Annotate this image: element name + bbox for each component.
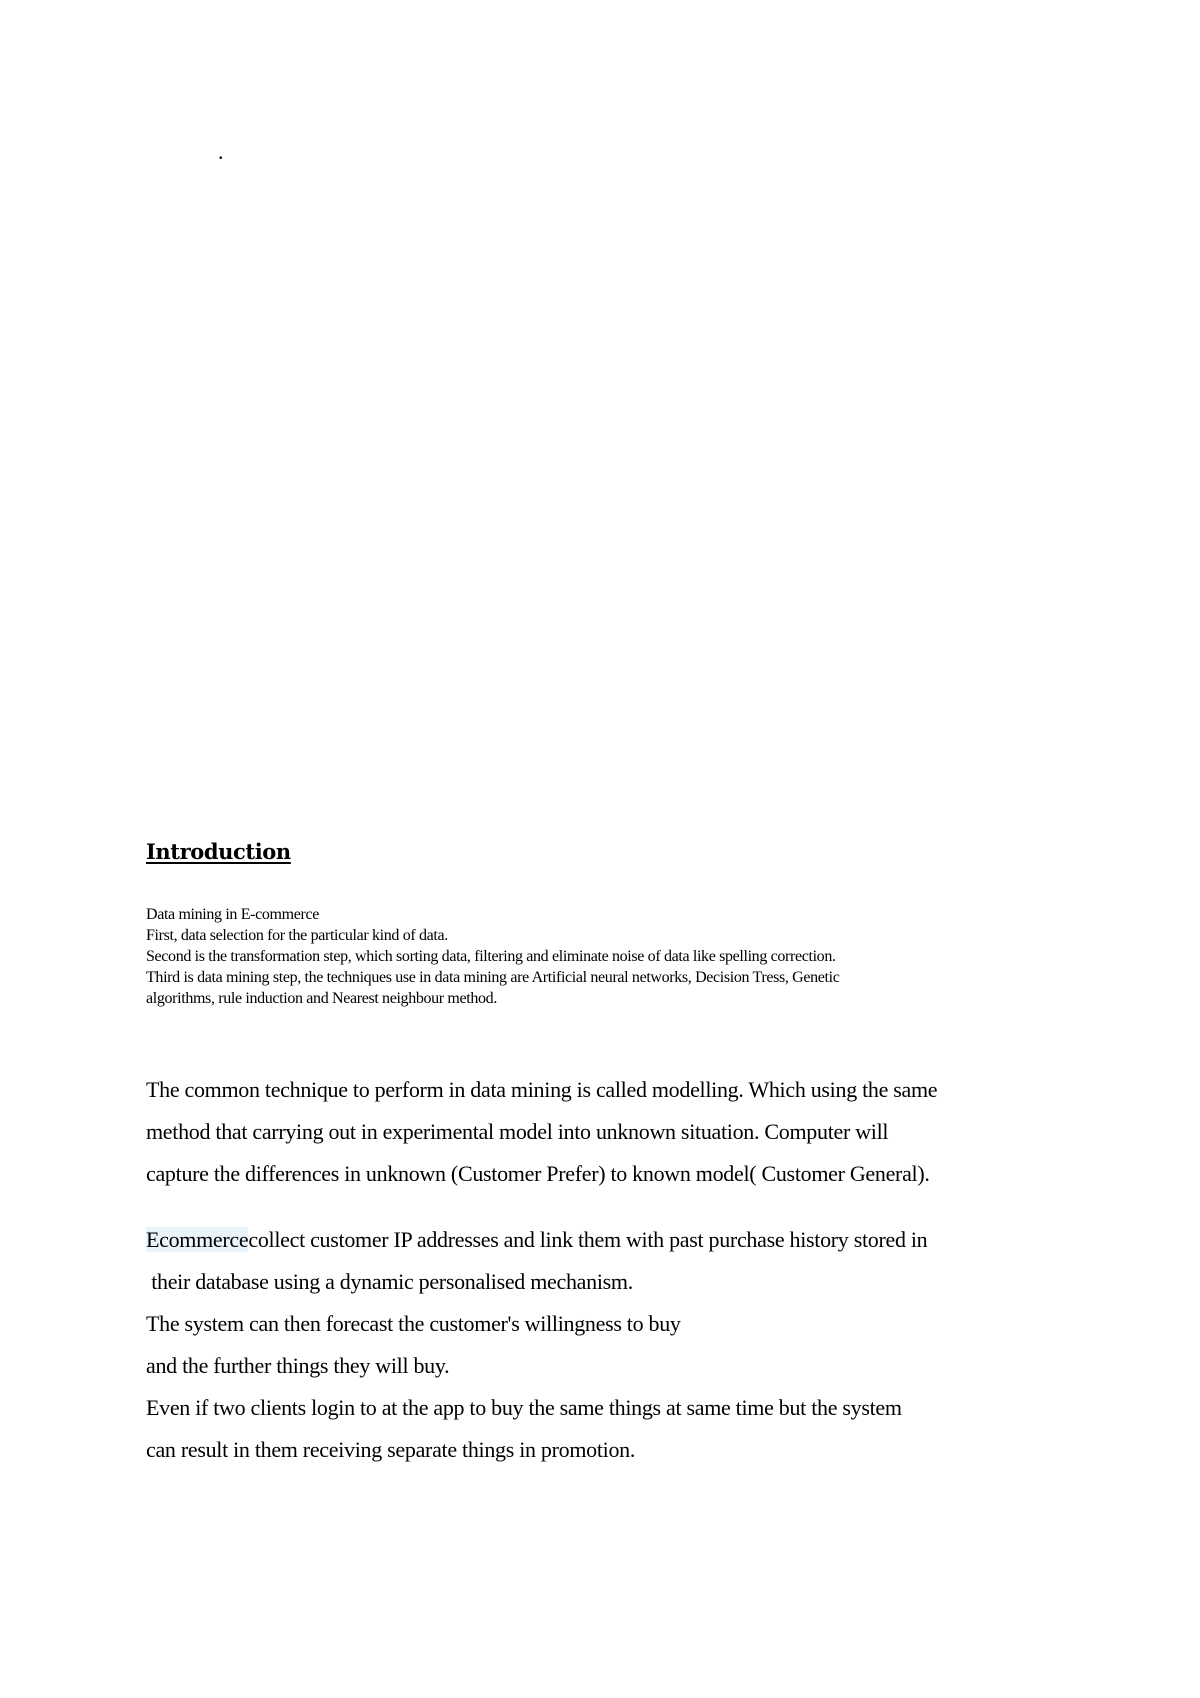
paragraph-line: The common technique to perform in data mining is called modelling. Which using the same [146, 1077, 938, 1102]
stray-mark: . [218, 139, 224, 164]
paragraph-ecommerce [146, 1219, 1076, 1471]
paragraph-line [146, 1219, 1076, 1261]
paragraph-line: their database using a dynamic personalised mechanism. [146, 1269, 633, 1294]
paragraph-line: capture the differences in unknown (Customer Prefer) to known model( Customer General). [146, 1161, 930, 1186]
intro-line: Second is the transformation step, which sorting data, filtering and eliminate noise of data like spelling correction. [146, 948, 836, 965]
intro-line: algorithms, rule induction and Nearest neighbour method. [146, 990, 497, 1007]
paragraph-line: The system can then forecast the customer's willingness to buy [146, 1311, 681, 1336]
intro-list [146, 904, 1046, 1009]
paragraph-line: and the further things they will buy. [146, 1353, 450, 1378]
intro-line: Third is data mining step, the techniques use in data mining are Artificial neural networks, Decision Tress, Genetic [146, 969, 840, 986]
highlighted-word: Ecommerce [146, 1227, 249, 1252]
intro-line: Data mining in E-commerce [146, 906, 319, 923]
section-heading: Introduction [146, 839, 291, 864]
paragraph-line: Even if two clients login to at the app to buy the same things at same time but the system [146, 1395, 902, 1420]
paragraph-line-rest: collect customer IP addresses and link them with past purchase history stored in [248, 1227, 928, 1252]
intro-line: First, data selection for the particular kind of data. [146, 927, 448, 944]
paragraph-modelling [146, 1069, 1076, 1195]
paragraph-line: method that carrying out in experimental model into unknown situation. Computer will [146, 1119, 889, 1144]
paragraph-line: can result in them receiving separate things in promotion. [146, 1437, 636, 1462]
